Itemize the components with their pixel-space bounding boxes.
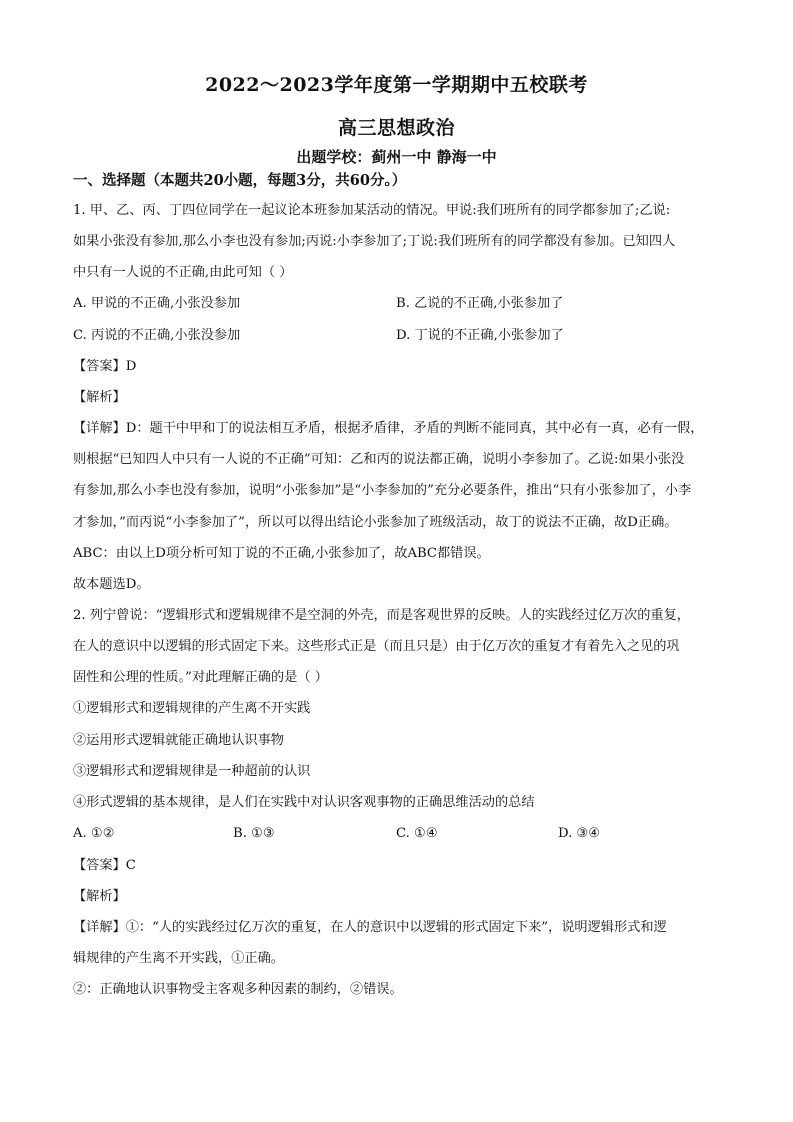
q2-item-3: ③逻辑形式和逻辑规律是一种超前的认识 [73, 764, 311, 779]
q1-detail-line-3: 有参加,那么小李也没有参加，说明“小张参加”是“小李参加的”充分必要条件，推出“只有小张参加了，小李 [73, 483, 692, 498]
q2-detail-line-3: ②：正确地认识事物受主客观多种因素的制约，②错误。 [73, 982, 403, 997]
subject-title: 高三思想政治 [337, 117, 455, 139]
q2-detail-line-2: 辑规律的产生离不开实践，①正确。 [73, 951, 284, 966]
q2-detail-line-1: 【详解】①：“人的实践经过亿万次的重复，在人的意识中以逻辑的形式固定下来”，说明逻辑形式和逻 [73, 920, 667, 935]
q2-stem-line-3: 固性和公理的性质。”对此理解正确的是（ ） [73, 670, 328, 685]
q1-detail-line-4: 才参加，”而丙说“小李参加了”，所以可以得出结论小张参加了班级活动，故丁的说法不正确，故D正确。 [73, 515, 678, 530]
q1-option-c: C. 丙说的不正确,小张没参加 [73, 328, 241, 343]
q1-detail-line-5: ABC：由以上D项分析可知丁说的不正确,小张参加了，故ABC都错误。 [73, 546, 490, 561]
q2-stem-line-1: 2. 列宁曾说：“逻辑形式和逻辑规律不是空洞的外壳，而是客观世界的反映。人的实践经过亿万次的重复， [73, 608, 690, 623]
q2-option-c: C. ①④ [396, 826, 438, 841]
q2-option-b: B. ①③ [233, 826, 275, 841]
q1-option-a: A. 甲说的不正确,小张没参加 [73, 296, 241, 311]
q1-stem-line-3: 中只有一人说的不正确,由此可知（ ） [73, 265, 293, 280]
q1-stem-line-2: 如果小张没有参加,那么小李也没有参加;丙说:小李参加了;丁说:我们班所有的同学都没有参加。已知四人 [73, 234, 676, 249]
exam-title: 2022～2023学年度第一学期期中五校联考 [205, 74, 588, 96]
school-line: 出题学校：蓟州一中 静海一中 [296, 148, 497, 166]
q2-item-4: ④形式逻辑的基本规律，是人们在实践中对认识客观事物的正确思维活动的总结 [73, 795, 535, 810]
q2-stem-line-2: 在人的意识中以逻辑的形式固定下来。这些形式正是（而且只是）由于亿万次的重复才有着先入之见的巩 [73, 639, 680, 654]
q2-option-a: A. ①② [73, 826, 115, 841]
q1-analysis-label: 【解析】 [73, 390, 126, 405]
q2-option-d: D. ③④ [558, 826, 601, 841]
q1-answer: 【答案】D [73, 359, 137, 374]
q1-detail-line-6: 故本题选D。 [73, 577, 150, 592]
q1-detail-line-2: 则根据“已知四人中只有一人说的不正确”可知：乙和丙的说法都正确，说明小李参加了。乙说:如果小张没 [73, 452, 685, 467]
q2-item-1: ①逻辑形式和逻辑规律的产生离不开实践 [73, 701, 311, 716]
section-heading: 一、选择题（本题共20小题，每题3分，共60分。） [73, 172, 407, 189]
q1-detail-line-1: 【详解】D：题干中甲和丁的说法相互矛盾，根据矛盾律，矛盾的判断不能同真，其中必有一真，必有一假， [73, 421, 704, 436]
q1-option-d: D. 丁说的不正确,小张参加了 [396, 328, 564, 343]
q2-item-2: ②运用形式逻辑就能正确地认识事物 [73, 733, 284, 748]
q2-analysis-label: 【解析】 [73, 889, 126, 904]
q1-option-b: B. 乙说的不正确,小张参加了 [396, 296, 564, 311]
q1-stem-line-1: 1. 甲、乙、丙、丁四位同学在一起议论本班参加某活动的情况。甲说:我们班所有的同学都参加了;乙说: [73, 203, 671, 218]
q2-answer: 【答案】C [73, 858, 136, 873]
